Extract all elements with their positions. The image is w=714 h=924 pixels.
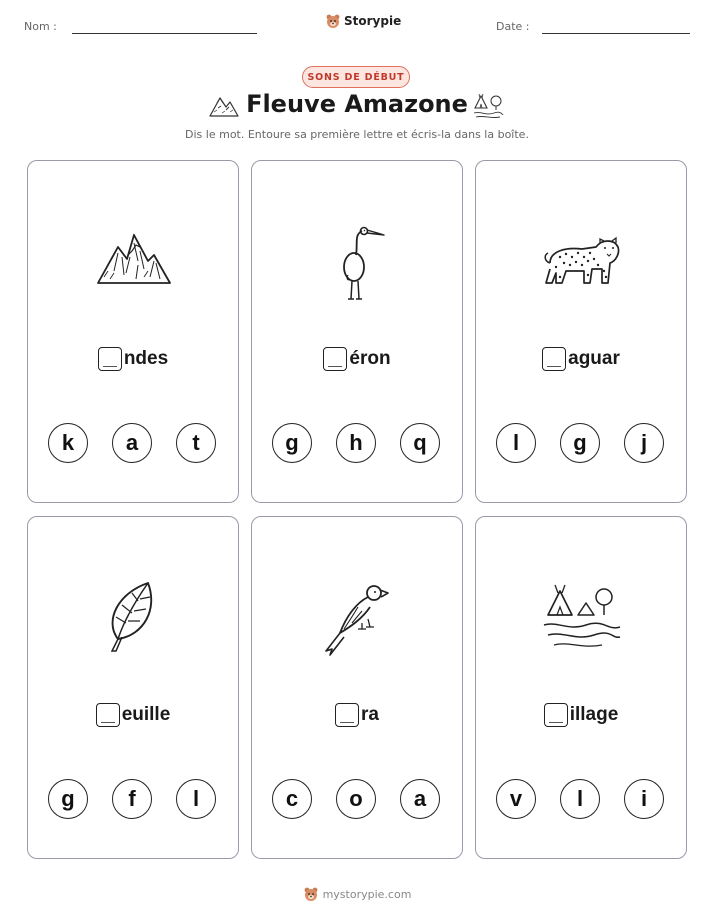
- mountains-icon: [94, 221, 174, 301]
- letter-choice[interactable]: a: [400, 779, 440, 819]
- first-letter-box[interactable]: [542, 347, 566, 371]
- letter-choice[interactable]: j: [624, 423, 664, 463]
- heron-icon: [318, 221, 398, 301]
- name-write-line[interactable]: [72, 33, 257, 34]
- letter-choice[interactable]: f: [112, 779, 152, 819]
- letter-choice[interactable]: k: [48, 423, 88, 463]
- word-row: [476, 347, 686, 371]
- word-row: [252, 703, 462, 727]
- letter-choice[interactable]: v: [496, 779, 536, 819]
- letter-choice[interactable]: g: [560, 423, 600, 463]
- letter-choice[interactable]: i: [624, 779, 664, 819]
- footer-url[interactable]: mystorypie.com: [322, 887, 412, 901]
- page-title: Fleuve Amazone: [246, 90, 468, 118]
- word-ending: illage: [569, 704, 619, 725]
- footer: [0, 886, 714, 902]
- word-ending: éron: [349, 348, 391, 369]
- word-ending: aguar: [568, 348, 620, 369]
- brand-name: Storypie: [344, 14, 402, 28]
- first-letter-box[interactable]: [544, 703, 568, 727]
- first-letter-box[interactable]: [323, 347, 347, 371]
- letter-choice[interactable]: g: [272, 423, 312, 463]
- first-letter-box[interactable]: [96, 703, 120, 727]
- category-badge: SONS DE DÉBUT: [302, 66, 410, 88]
- bear-mascot-icon: [303, 886, 319, 902]
- word-card-5: [251, 516, 463, 859]
- word-ending: euille: [121, 704, 171, 725]
- word-card-3: [475, 160, 687, 503]
- word-ending: ra: [361, 704, 379, 725]
- word-card-4: [27, 516, 239, 859]
- jaguar-icon: [542, 221, 622, 301]
- first-letter-box[interactable]: [335, 703, 359, 727]
- date-write-line[interactable]: [542, 33, 690, 34]
- instructions-text: Dis le mot. Entoure sa première lettre et écris-la dans la boîte.: [185, 128, 529, 141]
- word-ending: ndes: [123, 348, 169, 369]
- letter-choice[interactable]: l: [176, 779, 216, 819]
- letter-choice[interactable]: a: [112, 423, 152, 463]
- brand-logo: [325, 13, 401, 29]
- village-icon: [542, 577, 622, 657]
- macaw-icon: [318, 577, 398, 657]
- letter-choice[interactable]: h: [336, 423, 376, 463]
- word-row: [28, 347, 238, 371]
- letter-choice[interactable]: c: [272, 779, 312, 819]
- letter-choice[interactable]: g: [48, 779, 88, 819]
- village-decoration-icon: [472, 92, 504, 120]
- word-row: [252, 347, 462, 371]
- name-label: Nom :: [24, 20, 57, 33]
- word-row: [476, 703, 686, 727]
- date-label: Date :: [496, 20, 530, 33]
- leaf-icon: [94, 577, 174, 657]
- letter-choice[interactable]: l: [560, 779, 600, 819]
- word-row: [28, 703, 238, 727]
- letter-choice[interactable]: l: [496, 423, 536, 463]
- first-letter-box[interactable]: [98, 347, 122, 371]
- letter-choice[interactable]: q: [400, 423, 440, 463]
- word-card-1: [27, 160, 239, 503]
- letter-choice[interactable]: t: [176, 423, 216, 463]
- bear-mascot-icon: [325, 13, 341, 29]
- letter-choice[interactable]: o: [336, 779, 376, 819]
- word-card-2: [251, 160, 463, 503]
- word-card-6: [475, 516, 687, 859]
